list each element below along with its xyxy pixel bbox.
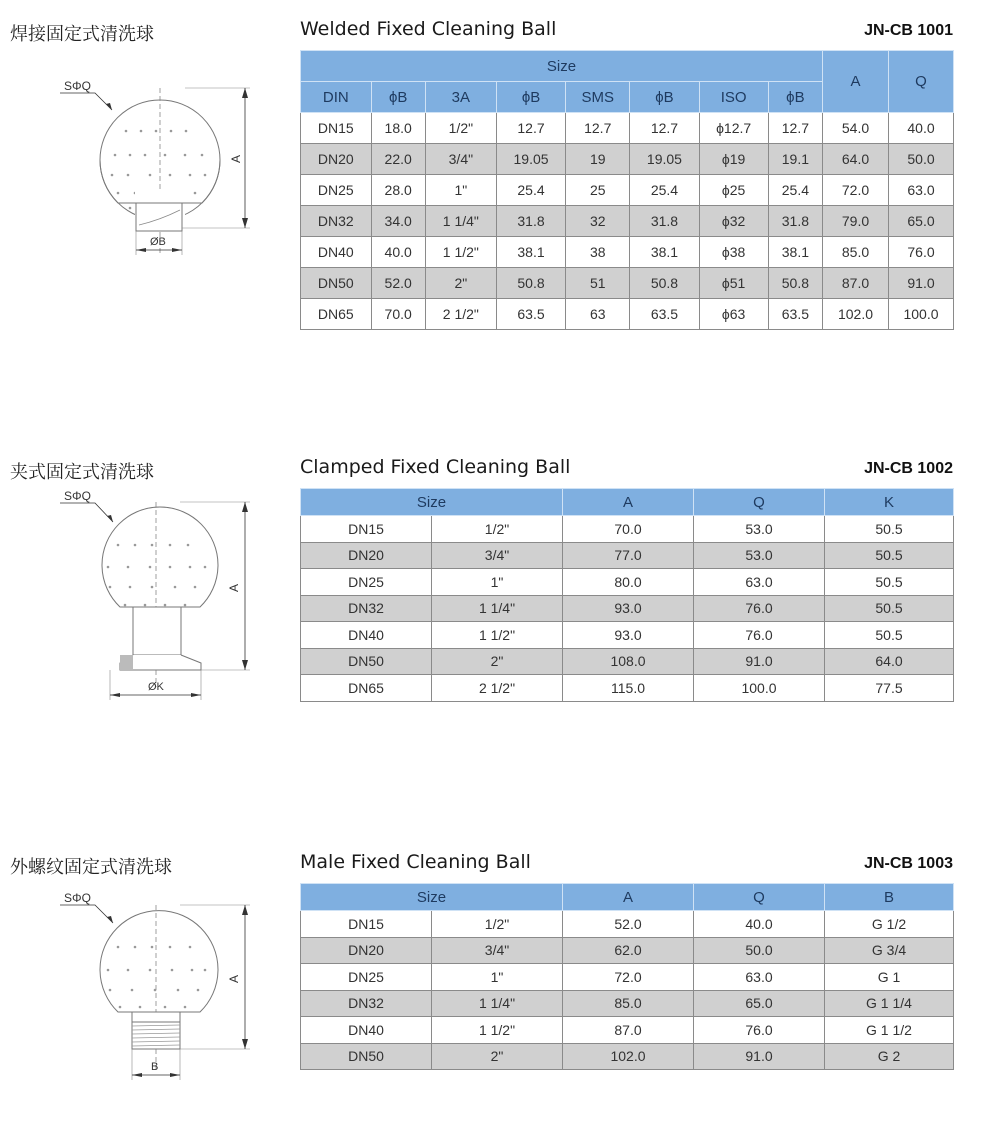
- cell: 54.0: [823, 113, 889, 144]
- product-code: JN-CB 1001: [864, 22, 953, 39]
- cell: 1 1/4": [432, 595, 563, 622]
- sphere-label: SΦQ: [64, 891, 91, 905]
- cell: 2 1/2": [425, 299, 496, 330]
- cell: 19.1: [768, 144, 822, 175]
- height-label: A: [227, 974, 241, 983]
- cell: 19.05: [496, 144, 565, 175]
- cell: 31.8: [768, 206, 822, 237]
- col-header-phib: ϕB: [496, 82, 565, 113]
- en-title: Male Fixed Cleaning Ball: [300, 851, 531, 873]
- cell: 38.1: [630, 237, 699, 268]
- cell: 38.1: [768, 237, 822, 268]
- cn-title: 外螺纹固定式清洗球: [10, 857, 172, 878]
- cell: 63: [566, 299, 630, 330]
- cell: 1/2": [432, 911, 563, 938]
- cell: DN15: [301, 516, 432, 543]
- cell: 91.0: [889, 268, 954, 299]
- cell: 91.0: [694, 648, 825, 675]
- male-spec-table: [300, 883, 954, 1070]
- cell: 12.7: [566, 113, 630, 144]
- cell: 65.0: [694, 990, 825, 1017]
- table-row: [301, 595, 954, 622]
- cell: 1": [432, 964, 563, 991]
- table-row: [301, 206, 954, 237]
- cell: 108.0: [563, 648, 694, 675]
- sphere-label: SΦQ: [64, 489, 91, 503]
- cell: 12.7: [630, 113, 699, 144]
- cn-title: 夹式固定式清洗球: [10, 462, 154, 483]
- cell: 85.0: [823, 237, 889, 268]
- cell: 50.0: [694, 937, 825, 964]
- cell: 53.0: [694, 516, 825, 543]
- table-row: [301, 569, 954, 596]
- size-group-header: Size: [301, 51, 823, 82]
- col-header-a: A: [563, 884, 694, 911]
- cell: ϕ32: [699, 206, 768, 237]
- col-header-phib: ϕB: [768, 82, 822, 113]
- cell: 50.8: [768, 268, 822, 299]
- col-header-phib: ϕB: [371, 82, 425, 113]
- cell: DN32: [301, 595, 432, 622]
- table-row: [301, 937, 954, 964]
- col-header-din: DIN: [301, 82, 372, 113]
- clamped-spec-table: [300, 488, 954, 702]
- table-row: [301, 516, 954, 543]
- table-row: [301, 964, 954, 991]
- cell: 1": [425, 175, 496, 206]
- base-label: ØK: [148, 681, 164, 693]
- cell: 65.0: [889, 206, 954, 237]
- cell: 53.0: [694, 542, 825, 569]
- col-header-sms: SMS: [566, 82, 630, 113]
- cell: 28.0: [371, 175, 425, 206]
- cell: G 1 1/4: [825, 990, 954, 1017]
- cell: 19: [566, 144, 630, 175]
- cell: 50.8: [496, 268, 565, 299]
- table-row: [301, 990, 954, 1017]
- cell: 25.4: [630, 175, 699, 206]
- cell: 76.0: [694, 1017, 825, 1044]
- cell: 32: [566, 206, 630, 237]
- cell: 85.0: [563, 990, 694, 1017]
- height-label: A: [229, 154, 243, 163]
- cell: 40.0: [371, 237, 425, 268]
- col-header-size: Size: [301, 884, 563, 911]
- table-row: [301, 268, 954, 299]
- cell: 25: [566, 175, 630, 206]
- cell: DN40: [301, 622, 432, 649]
- cell: 91.0: [694, 1043, 825, 1070]
- cell: 77.5: [825, 675, 954, 702]
- cell: DN50: [301, 1043, 432, 1070]
- cell: DN20: [301, 937, 432, 964]
- sphere-label: SΦQ: [64, 79, 91, 93]
- cell: 63.0: [694, 569, 825, 596]
- col-header-k: K: [825, 489, 954, 516]
- cell: 100.0: [694, 675, 825, 702]
- cell: 22.0: [371, 144, 425, 175]
- cn-title: 焊接固定式清洗球: [10, 24, 154, 45]
- col-header-q: Q: [694, 489, 825, 516]
- cell: DN32: [301, 990, 432, 1017]
- cell: 50.0: [889, 144, 954, 175]
- cell: 77.0: [563, 542, 694, 569]
- cell: 72.0: [563, 964, 694, 991]
- cell: 19.05: [630, 144, 699, 175]
- cell: 18.0: [371, 113, 425, 144]
- cell: 102.0: [823, 299, 889, 330]
- cell: 1 1/4": [425, 206, 496, 237]
- cell: 1/2": [432, 516, 563, 543]
- clamped-ball-drawing-icon: [40, 485, 280, 705]
- cell: 63.0: [694, 964, 825, 991]
- cell: 50.5: [825, 516, 954, 543]
- cell: 2": [425, 268, 496, 299]
- cell: G 1: [825, 964, 954, 991]
- cell: 38.1: [496, 237, 565, 268]
- table-row: [301, 1043, 954, 1070]
- col-header-size: Size: [301, 489, 563, 516]
- cell: 25.4: [496, 175, 565, 206]
- col-header-3a: 3A: [425, 82, 496, 113]
- cell: 76.0: [694, 595, 825, 622]
- col-header-a: A: [563, 489, 694, 516]
- col-header-b: B: [825, 884, 954, 911]
- cell: 115.0: [563, 675, 694, 702]
- cell: 3/4": [425, 144, 496, 175]
- cell: 1/2": [425, 113, 496, 144]
- product-code: JN-CB 1003: [864, 855, 953, 872]
- cell: DN50: [301, 648, 432, 675]
- base-label: B: [151, 1061, 159, 1073]
- cell: 50.5: [825, 622, 954, 649]
- cell: 50.5: [825, 569, 954, 596]
- cell: 2": [432, 648, 563, 675]
- table-row: [301, 675, 954, 702]
- welded-spec-table: [300, 50, 954, 330]
- table-row: [301, 175, 954, 206]
- cell: G 2: [825, 1043, 954, 1070]
- en-title: Welded Fixed Cleaning Ball: [300, 18, 557, 40]
- cell: 50.5: [825, 595, 954, 622]
- cell: DN15: [301, 113, 372, 144]
- cell: 38: [566, 237, 630, 268]
- cell: 87.0: [563, 1017, 694, 1044]
- cell: 63.0: [889, 175, 954, 206]
- table-row: [301, 144, 954, 175]
- cell: 93.0: [563, 622, 694, 649]
- table-row: [301, 911, 954, 938]
- cell: 1 1/2": [432, 622, 563, 649]
- cell: DN65: [301, 675, 432, 702]
- cell: DN20: [301, 542, 432, 569]
- cell: DN15: [301, 911, 432, 938]
- cell: DN20: [301, 144, 372, 175]
- cell: DN25: [301, 569, 432, 596]
- welded-ball-drawing-icon: [40, 60, 270, 280]
- cell: 63.5: [630, 299, 699, 330]
- cell: ϕ25: [699, 175, 768, 206]
- cell: 72.0: [823, 175, 889, 206]
- cell: 3/4": [432, 542, 563, 569]
- cell: DN50: [301, 268, 372, 299]
- cell: 40.0: [889, 113, 954, 144]
- cell: DN25: [301, 175, 372, 206]
- en-title: Clamped Fixed Cleaning Ball: [300, 456, 571, 478]
- cell: 76.0: [694, 622, 825, 649]
- cell: 70.0: [371, 299, 425, 330]
- table-row: [301, 237, 954, 268]
- cell: 52.0: [563, 911, 694, 938]
- cell: DN25: [301, 964, 432, 991]
- cell: 2 1/2": [432, 675, 563, 702]
- cell: 1": [432, 569, 563, 596]
- cell: 100.0: [889, 299, 954, 330]
- cell: DN32: [301, 206, 372, 237]
- table-row: [301, 1017, 954, 1044]
- col-header-q: Q: [694, 884, 825, 911]
- cell: 79.0: [823, 206, 889, 237]
- cell: 93.0: [563, 595, 694, 622]
- cell: 40.0: [694, 911, 825, 938]
- cell: 70.0: [563, 516, 694, 543]
- base-label: ØB: [150, 236, 166, 248]
- cell: 80.0: [563, 569, 694, 596]
- cell: G 3/4: [825, 937, 954, 964]
- cell: 64.0: [825, 648, 954, 675]
- product-code: JN-CB 1002: [864, 460, 953, 477]
- cell: ϕ12.7: [699, 113, 768, 144]
- cell: 63.5: [496, 299, 565, 330]
- table-row: [301, 622, 954, 649]
- cell: 51: [566, 268, 630, 299]
- cell: G 1 1/2: [825, 1017, 954, 1044]
- cell: G 1/2: [825, 911, 954, 938]
- cell: ϕ63: [699, 299, 768, 330]
- col-header-phib: ϕB: [630, 82, 699, 113]
- cell: 1 1/4": [432, 990, 563, 1017]
- table-row: [301, 542, 954, 569]
- table-row: [301, 299, 954, 330]
- cell: 102.0: [563, 1043, 694, 1070]
- cell: DN40: [301, 237, 372, 268]
- cell: 31.8: [496, 206, 565, 237]
- cell: 31.8: [630, 206, 699, 237]
- cell: 50.8: [630, 268, 699, 299]
- cell: DN65: [301, 299, 372, 330]
- cell: 76.0: [889, 237, 954, 268]
- cell: 25.4: [768, 175, 822, 206]
- cell: 1 1/2": [425, 237, 496, 268]
- cell: 1 1/2": [432, 1017, 563, 1044]
- cell: 63.5: [768, 299, 822, 330]
- cell: ϕ38: [699, 237, 768, 268]
- cell: 62.0: [563, 937, 694, 964]
- cell: 87.0: [823, 268, 889, 299]
- cell: DN40: [301, 1017, 432, 1044]
- cell: 52.0: [371, 268, 425, 299]
- cell: 2": [432, 1043, 563, 1070]
- male-ball-drawing-icon: [40, 885, 280, 1095]
- cell: ϕ51: [699, 268, 768, 299]
- cell: 12.7: [768, 113, 822, 144]
- col-header-a: A: [823, 51, 889, 113]
- table-row: [301, 648, 954, 675]
- table-row: [301, 113, 954, 144]
- cell: 64.0: [823, 144, 889, 175]
- cell: ϕ19: [699, 144, 768, 175]
- cell: 50.5: [825, 542, 954, 569]
- height-label: A: [227, 583, 241, 592]
- cell: 34.0: [371, 206, 425, 237]
- col-header-iso: ISO: [699, 82, 768, 113]
- cell: 12.7: [496, 113, 565, 144]
- cell: 3/4": [432, 937, 563, 964]
- col-header-q: Q: [889, 51, 954, 113]
